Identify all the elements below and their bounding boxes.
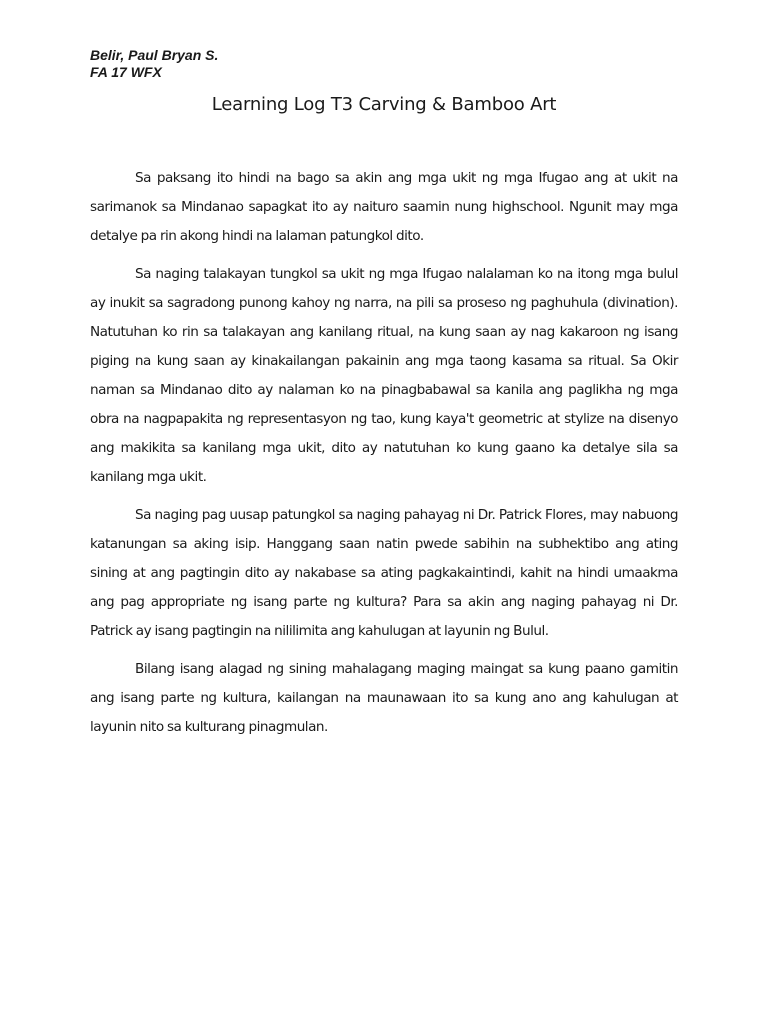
author-name: Belir, Paul Bryan S. xyxy=(90,47,219,63)
document-title: Learning Log T3 Carving & Bamboo Art xyxy=(211,94,557,115)
document-header xyxy=(90,47,218,81)
paragraph: Sa paksang ito hindi na bago sa akin ang mga ukit ng mga Ifugao ang at ukit na sarimanok sa Mindanao sapagkat ito ay naituro saamin nung highschool. Ngunit may mga detalye pa rin akong hindi na lalaman patungkol dito. xyxy=(90,170,678,244)
class-section: FA 17 WFX xyxy=(90,64,162,80)
paragraph: Sa naging talakayan tungkol sa ukit ng mga Ifugao nalalaman ko na itong mga bulul ay inukit sa sagradong punong kahoy ng narra, na pili sa proseso ng paghuhula (divination). Natutuhan ko rin sa talakayan ang kanilang ritual, na kung saan ay nag kakaroon ng isang piging na kung saan ay kinakailangan pakainin ang mga taong kasama sa ritual. Sa Okir naman sa Mindanao dito ay nalaman ko na pinagbabawal sa kanila ang paglikha ng mga obra na nagpapakita ng representasyon ng tao, kung kaya't geometric at stylize na disenyo ang makikita sa kanilang mga ukit, dito ay natutuhan ko kung gaano ka detalye sila sa kanilang mga ukit. xyxy=(90,266,678,485)
document-body xyxy=(90,164,678,751)
paragraph: Bilang isang alagad ng sining mahalagang maging maingat sa kung paano gamitin ang isang parte ng kultura, kailangan na maunawaan ito sa kung ano ang kahulugan at layunin nito sa kulturang pinagmulan. xyxy=(90,661,678,735)
paragraph: Sa naging pag uusap patungkol sa naging pahayag ni Dr. Patrick Flores, may nabuong katanungan sa aking isip. Hanggang saan natin pwede sabihin na subhektibo ang ating sining at ang pagtingin dito ay nakabase sa ating pagkakaintindi, kahit na hindi umaakma ang pag appropriate ng isang parte ng kultura? Para sa akin ang naging pahayag ni Dr. Patrick ay isang pagtingin na nililimita ang kahulugan at layunin ng Bulul. xyxy=(90,507,678,639)
